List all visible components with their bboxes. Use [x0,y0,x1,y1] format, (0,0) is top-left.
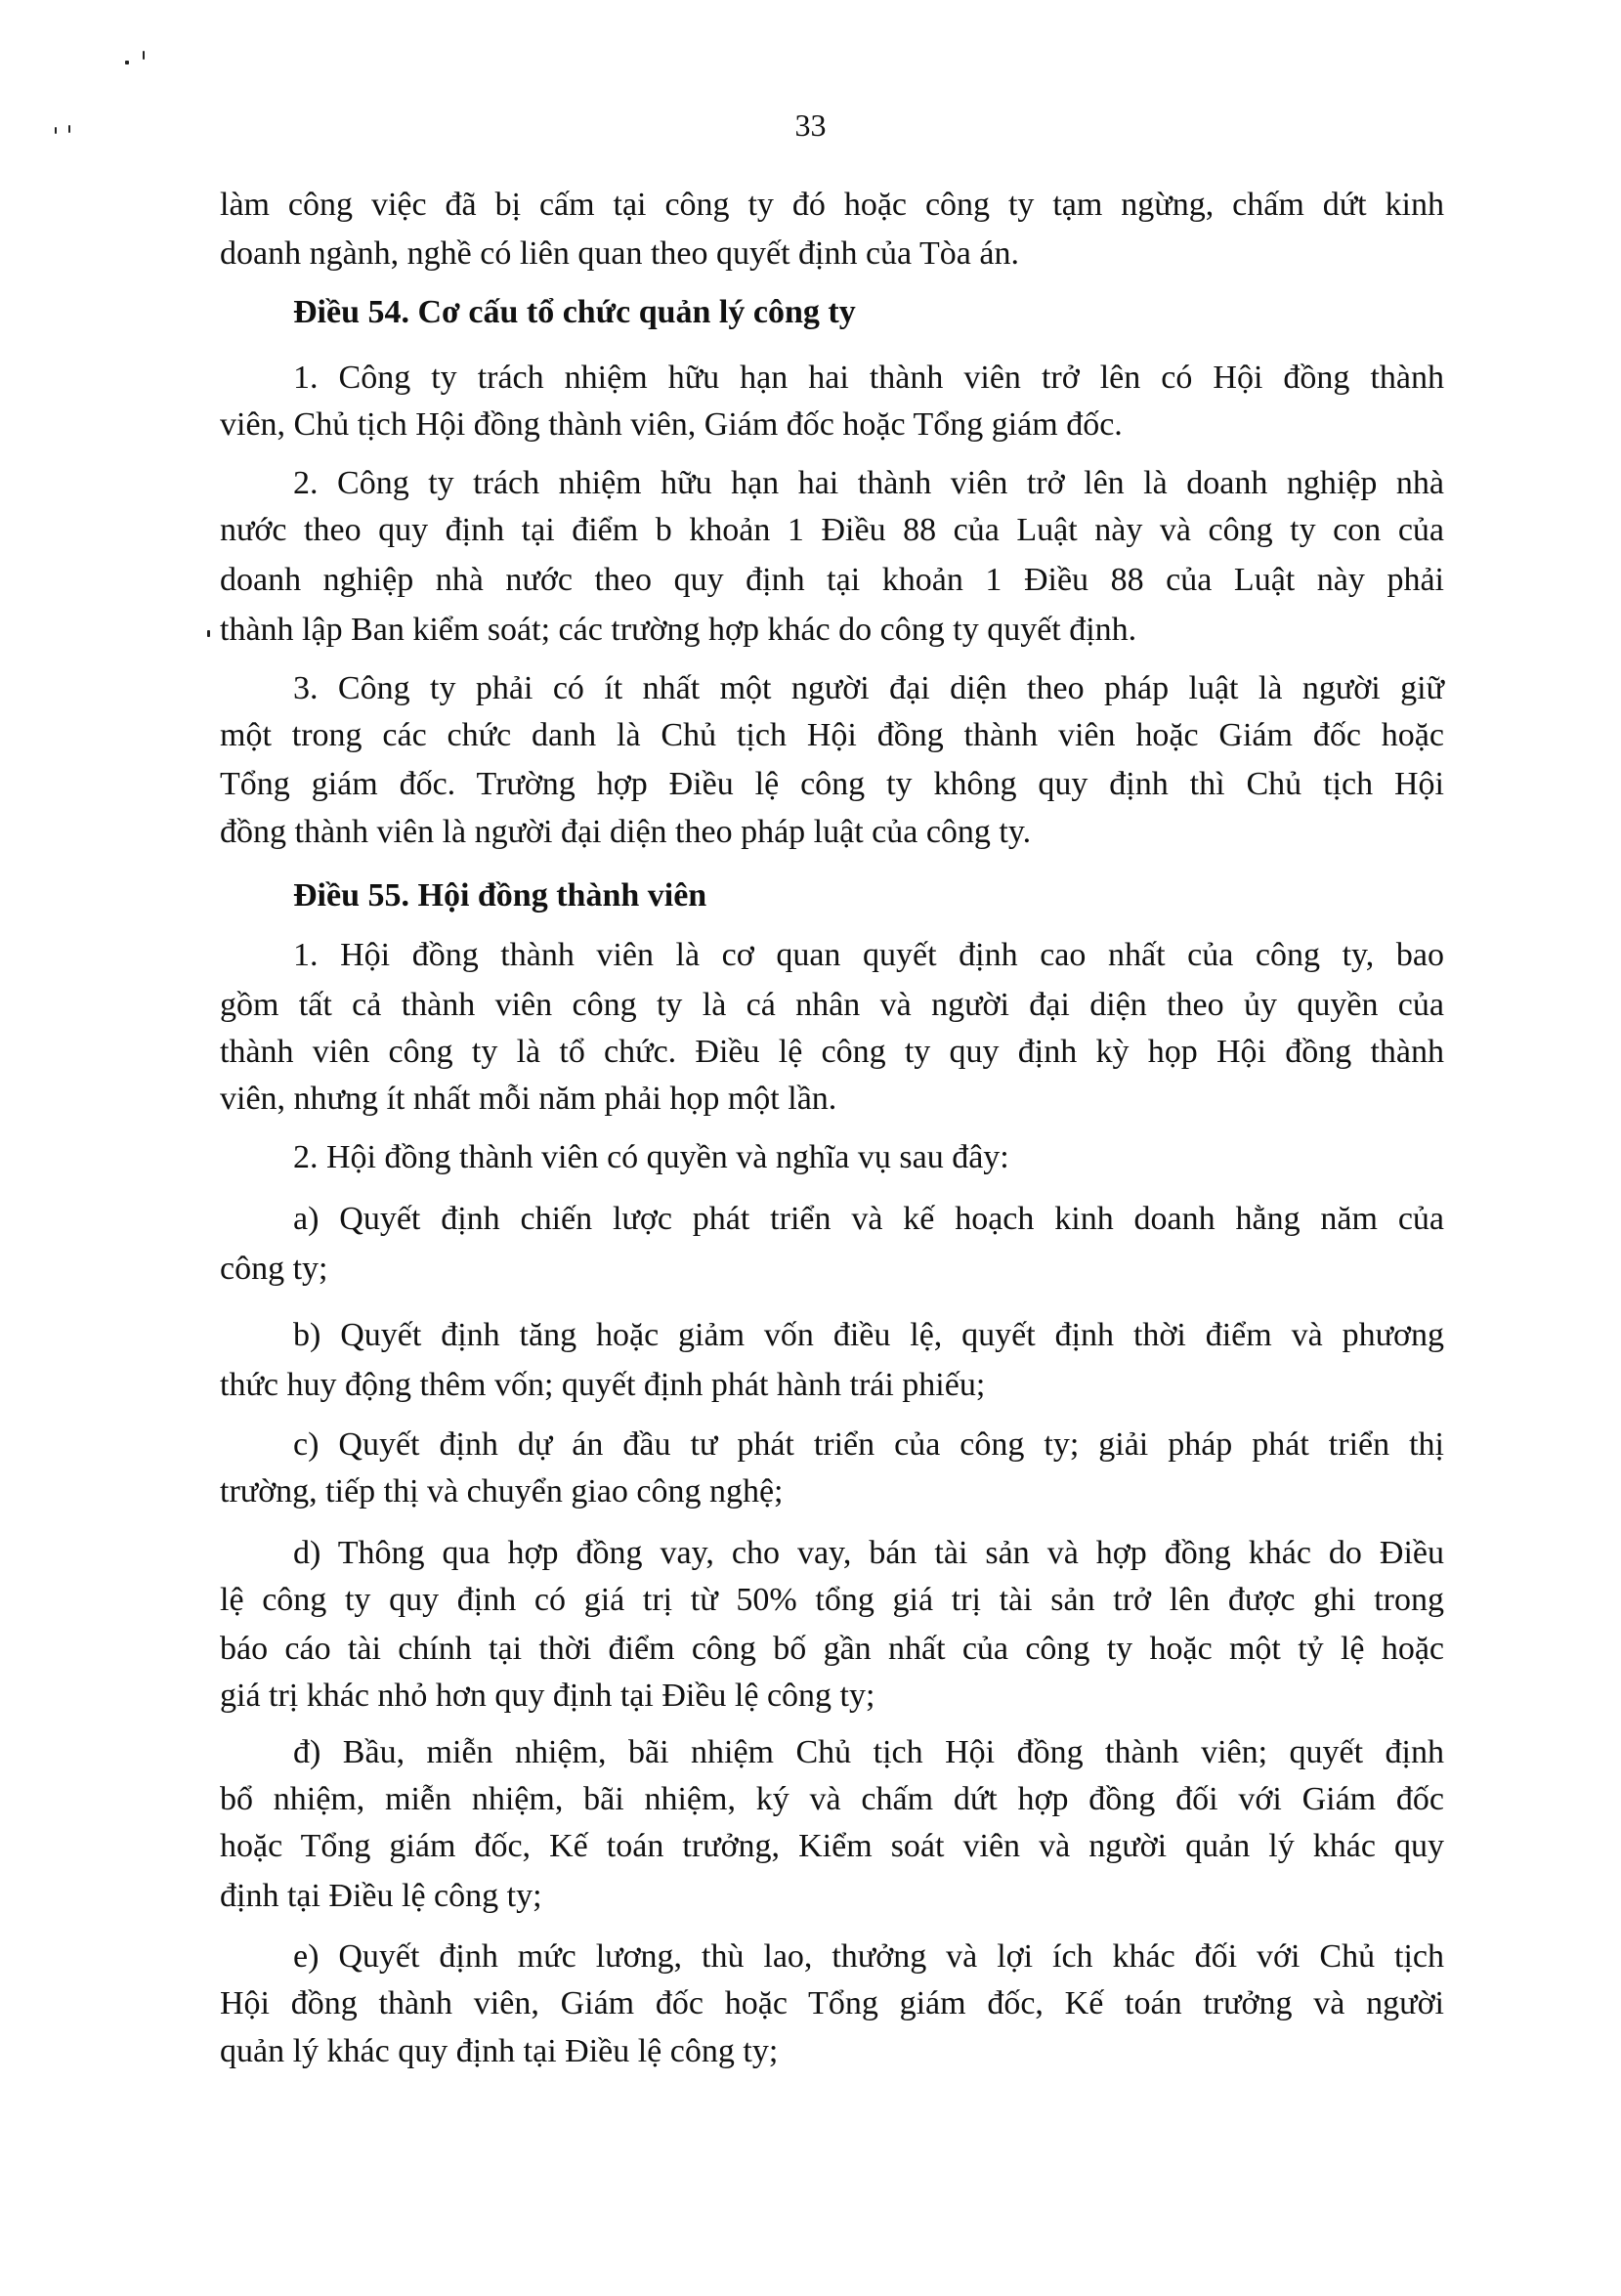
paragraph-line: Tổng giám đốc. Trường hợp Điều lệ công ty không quy định thì Chủ tịch Hội [220,766,1444,802]
scan-speck [207,630,210,637]
paragraph-line: trường, tiếp thị và chuyển giao công nghệ; [220,1473,784,1509]
paragraph-line: viên, nhưng ít nhất mỗi năm phải họp một lần. [220,1081,837,1117]
page-number: 33 [794,107,827,143]
paragraph-line: 2. Hội đồng thành viên có quyền và nghĩa vụ sau đây: [293,1139,1009,1175]
paragraph-line: thành viên công ty là tổ chức. Điều lệ công ty quy định kỳ họp Hội đồng thành [220,1034,1444,1070]
paragraph-line: nước theo quy định tại điểm b khoản 1 Điều 88 của Luật này và công ty con của [220,512,1444,548]
paragraph-line: công ty; [220,1251,328,1287]
paragraph-line: đồng thành viên là người đại diện theo pháp luật của công ty. [220,814,1032,850]
paragraph-line: 2. Công ty trách nhiệm hữu hạn hai thành viên trở lên là doanh nghiệp nhà [293,465,1444,501]
paragraph-line: báo cáo tài chính tại thời điểm công bố gần nhất của công ty hoặc một tỷ lệ hoặc [220,1631,1444,1667]
paragraph-line: đ) Bầu, miễn nhiệm, bãi nhiệm Chủ tịch Hội đồng thành viên; quyết định [293,1734,1444,1770]
scan-speck [143,51,145,60]
paragraph-line: viên, Chủ tịch Hội đồng thành viên, Giám đốc hoặc Tổng giám đốc. [220,406,1123,443]
paragraph-line: định tại Điều lệ công ty; [220,1878,542,1914]
paragraph-line: quản lý khác quy định tại Điều lệ công ty; [220,2033,779,2069]
scan-speck [125,61,129,64]
paragraph-line: 1. Hội đồng thành viên là cơ quan quyết định cao nhất của công ty, bao [293,937,1444,973]
paragraph-line: giá trị khác nhỏ hơn quy định tại Điều lệ công ty; [220,1678,875,1714]
paragraph-line: gồm tất cả thành viên công ty là cá nhân và người đại diện theo ủy quyền của [220,987,1444,1023]
paragraph-line: lệ công ty quy định có giá trị từ 50% tổng giá trị tài sản trở lên được ghi trong [220,1582,1444,1618]
paragraph-line: một trong các chức danh là Chủ tịch Hội đồng thành viên hoặc Giám đốc hoặc [220,717,1444,753]
paragraph-line: hoặc Tổng giám đốc, Kế toán trưởng, Kiểm soát viên và người quản lý khác quy [220,1828,1444,1864]
paragraph-line: 3. Công ty phải có ít nhất một người đại diện theo pháp luật là người giữ [293,670,1444,706]
paragraph-line: 1. Công ty trách nhiệm hữu hạn hai thành viên trở lên có Hội đồng thành [293,360,1444,396]
paragraph-line: b) Quyết định tăng hoặc giảm vốn điều lệ, quyết định thời điểm và phương [293,1317,1444,1353]
article-heading: Điều 54. Cơ cấu tổ chức quản lý công ty [293,294,856,330]
article-heading: Điều 55. Hội đồng thành viên [293,877,707,914]
paragraph-line: c) Quyết định dự án đầu tư phát triển của công ty; giải pháp phát triển thị [293,1426,1444,1463]
paragraph-line: làm công việc đã bị cấm tại công ty đó hoặc công ty tạm ngừng, chấm dứt kinh [220,187,1444,223]
paragraph-line: thành lập Ban kiểm soát; các trường hợp khác do công ty quyết định. [220,612,1137,648]
paragraph-line: thức huy động thêm vốn; quyết định phát hành trái phiếu; [220,1367,986,1403]
paragraph-line: a) Quyết định chiến lược phát triển và kế hoạch kinh doanh hằng năm của [293,1201,1444,1237]
paragraph-line: doanh nghiệp nhà nước theo quy định tại khoản 1 Điều 88 của Luật này phải [220,562,1444,598]
paragraph-line: doanh ngành, nghề có liên quan theo quyết định của Tòa án. [220,235,1019,272]
paragraph-line: e) Quyết định mức lương, thù lao, thưởng và lợi ích khác đối với Chủ tịch [293,1938,1444,1975]
paragraph-line: d) Thông qua hợp đồng vay, cho vay, bán tài sản và hợp đồng khác do Điều [293,1535,1444,1571]
paragraph-line: bổ nhiệm, miễn nhiệm, bãi nhiệm, ký và chấm dứt hợp đồng đối với Giám đốc [220,1781,1444,1817]
paragraph-line: Hội đồng thành viên, Giám đốc hoặc Tổng giám đốc, Kế toán trưởng và người [220,1985,1444,2021]
